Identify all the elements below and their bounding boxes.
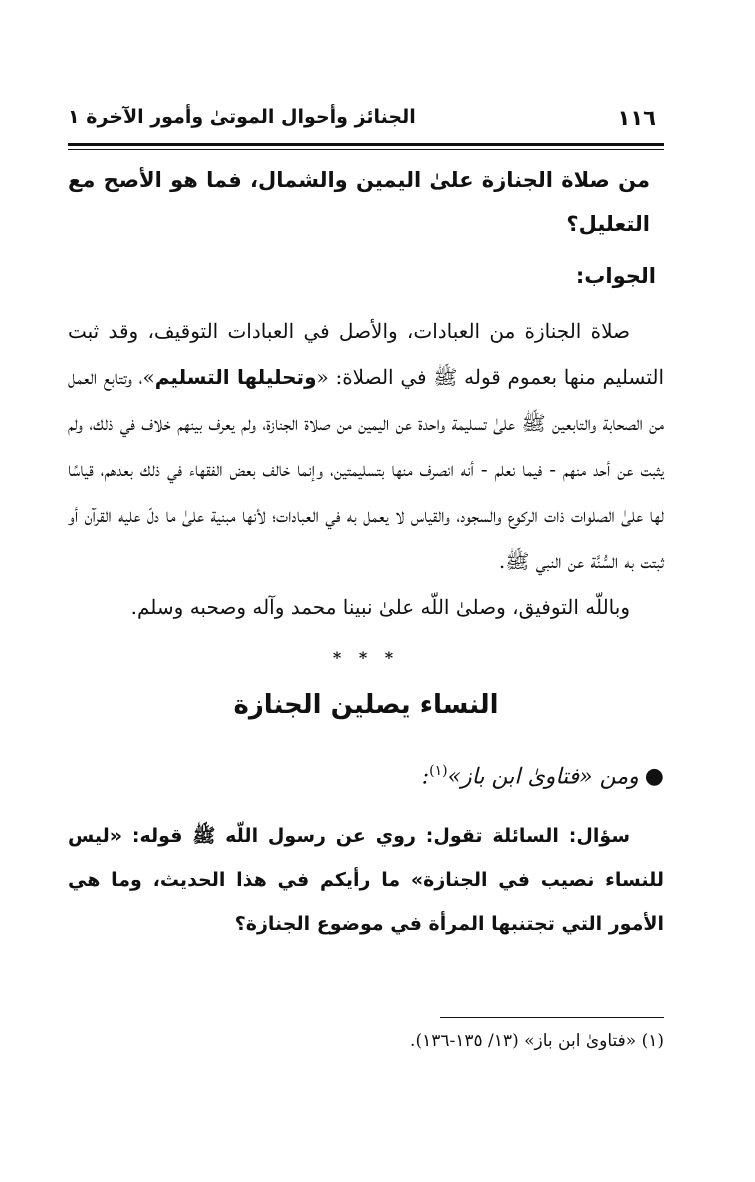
bullet-icon: ● [644, 764, 664, 790]
question-continuation: من صلاة الجنازة علىٰ اليمين والشمال، فما هو الأصح مع التعليل؟ [68, 168, 650, 236]
source-colon: : [421, 764, 430, 790]
source-line [68, 746, 664, 802]
answer-label: الجواب: [575, 264, 656, 288]
page-number: ١١٦ [617, 106, 656, 130]
running-title: الجنائز وأحوال الموتىٰ وأمور الآخرة ١ [68, 106, 416, 128]
footnote: (١) «فتاوىٰ ابن باز» (١٣/ ١٣٥-١٣٦). [410, 1031, 664, 1051]
answer-text-part1: صلاة الجنازة من العبادات، والأصل في العبادات التوقيف، وقد ثبت التسليم منها بعموم قوله ﷺ في الصلاة: « [68, 319, 665, 389]
section-title: النساء يصلين الجنازة [233, 690, 499, 720]
header-rule-thin [68, 149, 664, 150]
page-header [68, 104, 664, 140]
section-separator: * * * [332, 648, 400, 667]
footnote-ref[interactable]: (١) [429, 763, 448, 779]
answer-paragraph [68, 308, 664, 584]
hadith-quote: وتحليلها التسليم [154, 365, 317, 389]
main-content [68, 158, 664, 946]
footnote-rule [440, 1017, 664, 1018]
answer-text-part2: »، وتتابع العمل من الصحابة والتابعين ﷺ علىٰ تسليمة واحدة عن اليمين من صلاة الجنازة، ولم يعرف بينهم خلاف في ذلك، ولم يثبت عن أحد منهم - فيما نعلم - أنه انصرف منها بتسليمتين، وإنما خالف بعض الفقهاء في ذلك بعدهم، قياسًا لها علىٰ الصلوات ذات الركوع والسجود، والقياس لا يعمل به في العبادات؛ لأنها مبنية علىٰ ما دلّ عليه القرآن أو ثبتت به السُّنَّة عن النبي ﷺ. [68, 365, 664, 573]
closing-line: وباللّه التوفيق، وصلىٰ اللّه علىٰ نبينا محمد وآله وصحبه وسلم. [130, 595, 630, 619]
header-rule-thick [68, 143, 664, 146]
source-text: ومن «فتاوىٰ ابن باز» [447, 764, 639, 790]
question-paragraph: سؤال: السائلة تقول: روي عن رسول اللّه ﷺ قوله: «ليس للنساء نصيب في الجنازة» ما رأيكم في هذا الحديث، وما هي الأمور التي تجتنبها المرأة في موضوع الجنازة؟ [68, 825, 664, 936]
